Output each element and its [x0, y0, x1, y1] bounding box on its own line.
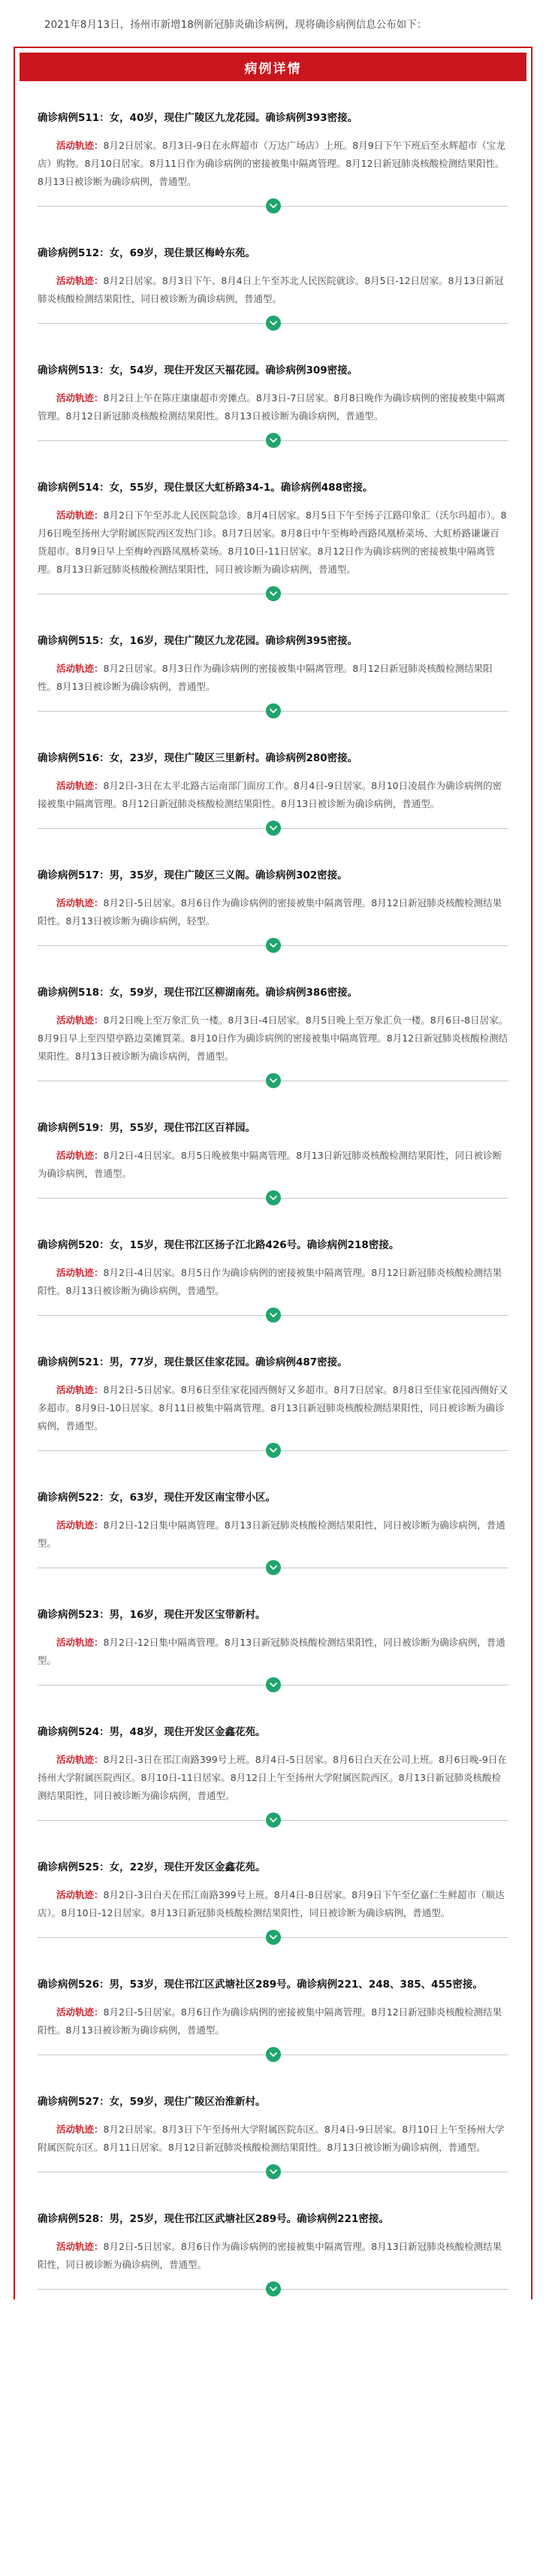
case-divider — [38, 1557, 508, 1578]
case-activity — [38, 137, 508, 191]
activity-text: 8月2日-5日居家。8月6日作为确诊病例的密接被集中隔离管理。8月13日新冠肺炎核酸检测结果阳性，同日被诊断为确诊病例，普通型。 — [38, 2241, 502, 2270]
activity-text: 8月2日居家。8月3日-9日在永辉超市（万达广场店）上班。8月9日下午下班后至永辉超市（宝龙店）购物。8月10日居家。8月11日作为确诊病例的密接被集中隔离管理。8月12日新冠肺炎核酸检测结果阳性。8月13日被诊断为确诊病例，普通型。 — [38, 140, 505, 187]
activity-label: 活动轨迹： — [56, 1150, 104, 1161]
activity-text: 8月2日上午在陈庄康康超市旁摊点。8月3日-7日居家。8月8日晚作为确诊病例的密接被集中隔离管理。8月12日新冠肺炎核酸检测结果阳性。8月13日被诊断为确诊病例，普通型。 — [38, 392, 505, 422]
activity-text: 8月2日-4日居家。8月5日晚被集中隔离管理。8月13日新冠肺炎核酸检测结果阳性，同日被诊断为确诊病例，普通型。 — [38, 1150, 502, 1179]
case-activity — [38, 389, 508, 425]
case-heading: 确诊病例521：男，77岁，现住景区佳家花园。确诊病例487密接。 — [38, 1356, 348, 1368]
case-heading: 确诊病例517：男，35岁，现住广陵区三义阁。确诊病例302密接。 — [38, 869, 348, 881]
case-heading: 确诊病例514：女，55岁，现住景区大虹桥路34-1。确诊病例488密接。 — [38, 482, 373, 494]
chevron-down-icon — [266, 1930, 281, 1945]
case-heading: 确诊病例523：男，16岁，现住开发区宝带新村。 — [38, 1609, 266, 1621]
case-activity — [38, 1634, 508, 1670]
case-activity — [38, 1516, 508, 1553]
case-activity — [38, 272, 508, 308]
case-item — [24, 216, 522, 334]
activity-label: 活动轨迹： — [56, 1014, 104, 1026]
case-item — [24, 1695, 522, 1831]
case-divider — [38, 195, 508, 216]
case-heading: 确诊病例525：女，22岁，现住开发区金鑫花苑。 — [38, 1861, 266, 1873]
activity-text: 8月2日居家。8月3日下午至扬州大学附属医院东区。8月4日-9日居家。8月10日上午至扬州大学附属医院东区。8月11日居家。8月12日新冠肺炎核酸检测结果阳性。8月13日被诊断为确诊病例，普通型。 — [38, 2124, 505, 2153]
case-details-panel — [14, 47, 532, 2299]
case-heading: 确诊病例516：女，23岁，现住广陵区三里新村。确诊病例280密接。 — [38, 752, 358, 764]
case-item — [24, 956, 522, 1091]
case-activity — [38, 660, 508, 696]
activity-label: 活动轨迹： — [56, 663, 104, 674]
case-divider — [38, 1810, 508, 1831]
case-activity — [38, 1751, 508, 1805]
activity-label: 活动轨迹： — [56, 275, 104, 286]
case-divider — [38, 313, 508, 334]
activity-text: 8月2日晚上至万象汇负一楼。8月3日-4日居家。8月5日晚上至万象汇负一楼。8月6日-8日居家。8月9日早上至四望亭路边菜摊買菜。8月10日作为确诊病例的密接被集中隔离管理。8月12日新冠肺炎核酸检测结果阳性。8月13日被诊断为确诊病例，普通型。 — [38, 1014, 508, 1062]
chevron-down-icon — [266, 433, 281, 448]
activity-text: 8月2日-4日居家。8月5日作为确诊病例的密接被集中隔离管理。8月12日新冠肺炎核酸检测结果阳性。8月13日被诊断为确诊病例，普通型。 — [38, 1267, 502, 1296]
case-activity — [38, 1381, 508, 1435]
case-activity — [38, 777, 508, 813]
case-divider — [38, 818, 508, 839]
case-heading: 确诊病例511：女，40岁，现住广陵区九龙花园。确诊病例393密接。 — [38, 112, 358, 124]
activity-label: 活动轨迹： — [56, 2124, 104, 2135]
activity-label: 活动轨迹： — [56, 1889, 104, 1900]
case-heading: 确诊病例528：男，25岁，现住邗江区武塘社区289号。确诊病例221密接。 — [38, 2213, 389, 2225]
case-activity — [38, 2121, 508, 2157]
chevron-down-icon — [266, 938, 281, 953]
section-banner: 病例详情 — [20, 53, 526, 81]
activity-label: 活动轨迹： — [56, 392, 104, 404]
activity-text: 8月2日-3日在太平北路古运南部门面房工作。8月4日-9日居家。8月10日凌晨作为确诊病例的密接被集中隔离管理。8月12日新冠肺炎核酸检测结果阳性。8月13日被诊断为确诊病例，普通型。 — [38, 780, 502, 809]
chevron-down-icon — [266, 586, 281, 601]
activity-label: 活动轨迹： — [56, 897, 104, 909]
case-item — [24, 1578, 522, 1695]
case-divider — [38, 583, 508, 604]
activity-text: 8月2日-12日集中隔离管理。8月13日新冠肺炎核酸检测结果阳性，同日被诊断为确诊病例，普通型。 — [38, 1519, 505, 1549]
activity-label: 活动轨迹： — [56, 509, 104, 521]
case-divider — [38, 2278, 508, 2299]
case-item — [24, 2065, 522, 2182]
case-divider — [38, 1305, 508, 1326]
activity-text: 8月2日居家。8月3日作为确诊病例的密接被集中隔离管理。8月12日新冠肺炎核酸检测结果阳性。8月13日被诊断为确诊病例，普通型。 — [38, 663, 493, 692]
case-heading: 确诊病例520：女，15岁，现住邗江区扬子江北路426号。确诊病例218密接。 — [38, 1239, 400, 1251]
chevron-down-icon — [266, 316, 281, 331]
activity-label: 活动轨迹： — [56, 2241, 104, 2252]
case-divider — [38, 1187, 508, 1208]
case-activity — [38, 2003, 508, 2039]
case-item — [24, 721, 522, 839]
case-heading: 确诊病例518：女，59岁，现住邗江区柳湖南苑。确诊病例386密接。 — [38, 987, 358, 999]
chevron-down-icon — [266, 1677, 281, 1692]
chevron-down-icon — [266, 1073, 281, 1088]
case-activity — [38, 1886, 508, 1922]
case-item — [24, 2182, 522, 2299]
case-activity — [38, 894, 508, 930]
activity-text: 8月2日下午至苏北人民医院急诊。8月4日居家。8月5日下午至扬子江路印象汇（沃尔玛超市）。8月6日晚至扬州大学附属医院西区发热门诊。8月7日居家。8月8日中午至梅岭西路凤凰桥菜场、大虹桥路谦谦百货超市。8月9日早上至梅岭西路凤凰桥菜场。8月10日-11日居家。8月12日作为确诊病例的密接被集中隔离管理。8月13日新冠肺炎核酸检测结果阳性，同日被诊断为确诊病例，普通型。 — [38, 509, 507, 575]
chevron-down-icon — [266, 2281, 281, 2296]
activity-text: 8月2日-3日在邗江南路399号上班。8月4日-5日居家。8月6日白天在公司上班。8月6日晚-9日在扬州大学附属医院西区。8月10日-11日居家。8月12日上午至扬州大学附属医院西区。8月13日新冠肺炎核酸检测结果阳性，同日被诊断为确诊病例，普通型。 — [38, 1754, 507, 1801]
chevron-down-icon — [266, 2047, 281, 2062]
case-activity — [38, 1147, 508, 1183]
intro-paragraph: 2021年8月13日，扬州市新增18例新冠肺炎确诊病例，现将确诊病例信息公布如下： — [44, 19, 427, 31]
activity-label: 活动轨迹： — [56, 1637, 104, 1648]
case-item — [24, 81, 522, 216]
activity-text: 8月2日-3日白天在邗江南路399号上班。8月4日-8日居家。8月9日下午至亿嘉仁生鲜超市（顺达店）。8月10日-12日居家。8月13日新冠肺炎核酸检测结果阳性，同日被诊断为确诊病例，普通型。 — [38, 1889, 505, 1918]
case-heading: 确诊病例515：女，16岁，现住广陵区九龙花园。确诊病例395密接。 — [38, 635, 358, 647]
activity-text: 8月2日-5日居家。8月6日作为确诊病例的密接被集中隔离管理。8月12日新冠肺炎核酸检测结果阳性。8月13日被诊断为确诊病例，普通型。 — [38, 2006, 502, 2036]
activity-label: 活动轨迹： — [56, 2006, 104, 2018]
chevron-down-icon — [266, 1308, 281, 1323]
chevron-down-icon — [266, 198, 281, 213]
activity-label: 活动轨迹： — [56, 140, 104, 151]
case-activity — [38, 2238, 508, 2274]
case-item — [24, 1461, 522, 1578]
chevron-down-icon — [266, 821, 281, 836]
case-heading: 确诊病例519：男，55岁，现住邗江区百祥园。 — [38, 1122, 255, 1134]
case-list — [15, 81, 531, 2299]
case-item — [24, 839, 522, 956]
case-divider — [38, 2044, 508, 2065]
case-heading: 确诊病例513：女，54岁，现住开发区天福花园。确诊病例309密接。 — [38, 364, 358, 376]
activity-text: 8月2日-5日居家。8月6日作为确诊病例的密接被集中隔离管理。8月12日新冠肺炎核酸检测结果阳性。8月13日被诊断为确诊病例，轻型。 — [38, 897, 502, 927]
case-item — [24, 334, 522, 451]
activity-label: 活动轨迹： — [56, 1384, 104, 1395]
case-item — [24, 1831, 522, 1948]
activity-text: 8月2日-5日居家。8月6日至佳家花园西侧好又多超市。8月7日居家。8月8日至佳家花园西侧好又多超市。8月9日-10日居家。8月11日被集中隔离管理。8月13日新冠肺炎核酸检测结果阳性，同日被诊断为确诊病例，普通型。 — [38, 1384, 508, 1432]
case-divider — [38, 1674, 508, 1695]
case-heading: 确诊病例524：男，48岁，现住开发区金鑫花苑。 — [38, 1726, 266, 1738]
case-item — [24, 451, 522, 604]
chevron-down-icon — [266, 2164, 281, 2179]
activity-text: 8月2日-12日集中隔离管理。8月13日新冠肺炎核酸检测结果阳性，同日被诊断为确诊病例，普通型。 — [38, 1637, 505, 1666]
case-item — [24, 604, 522, 721]
activity-label: 活动轨迹： — [56, 780, 104, 791]
case-activity — [38, 506, 508, 579]
activity-label: 活动轨迹： — [56, 1519, 104, 1531]
chevron-down-icon — [266, 1560, 281, 1575]
case-item — [24, 1948, 522, 2065]
case-divider — [38, 700, 508, 721]
case-item — [24, 1326, 522, 1461]
case-heading: 确诊病例527：女，59岁，现住广陵区治淮新村。 — [38, 2096, 266, 2108]
case-divider — [38, 1927, 508, 1948]
case-divider — [38, 430, 508, 451]
case-divider — [38, 1440, 508, 1461]
chevron-down-icon — [266, 1443, 281, 1458]
case-item — [24, 1091, 522, 1208]
activity-label: 活动轨迹： — [56, 1754, 104, 1765]
case-divider — [38, 2161, 508, 2182]
chevron-down-icon — [266, 703, 281, 718]
chevron-down-icon — [266, 1190, 281, 1205]
case-divider — [38, 935, 508, 956]
case-heading: 确诊病例522：女，63岁，现住开发区南宝带小区。 — [38, 1492, 276, 1504]
activity-text: 8月2日居家。8月3日下午、8月4日上午至苏北人民医院就诊。8月5日-12日居家。8月13日新冠肺炎核酸检测结果阳性，同日被诊断为确诊病例，普通型。 — [38, 275, 504, 304]
case-activity — [38, 1264, 508, 1300]
activity-label: 活动轨迹： — [56, 1267, 104, 1278]
case-heading: 确诊病例512：女，69岁，现住景区梅岭东苑。 — [38, 247, 255, 259]
case-item — [24, 1208, 522, 1326]
case-activity — [38, 1011, 508, 1066]
case-divider — [38, 1070, 508, 1091]
case-heading: 确诊病例526：男，53岁，现住邗江区武塘社区289号。确诊病例221、248、385、455密接。 — [38, 1979, 483, 1991]
chevron-down-icon — [266, 1813, 281, 1828]
